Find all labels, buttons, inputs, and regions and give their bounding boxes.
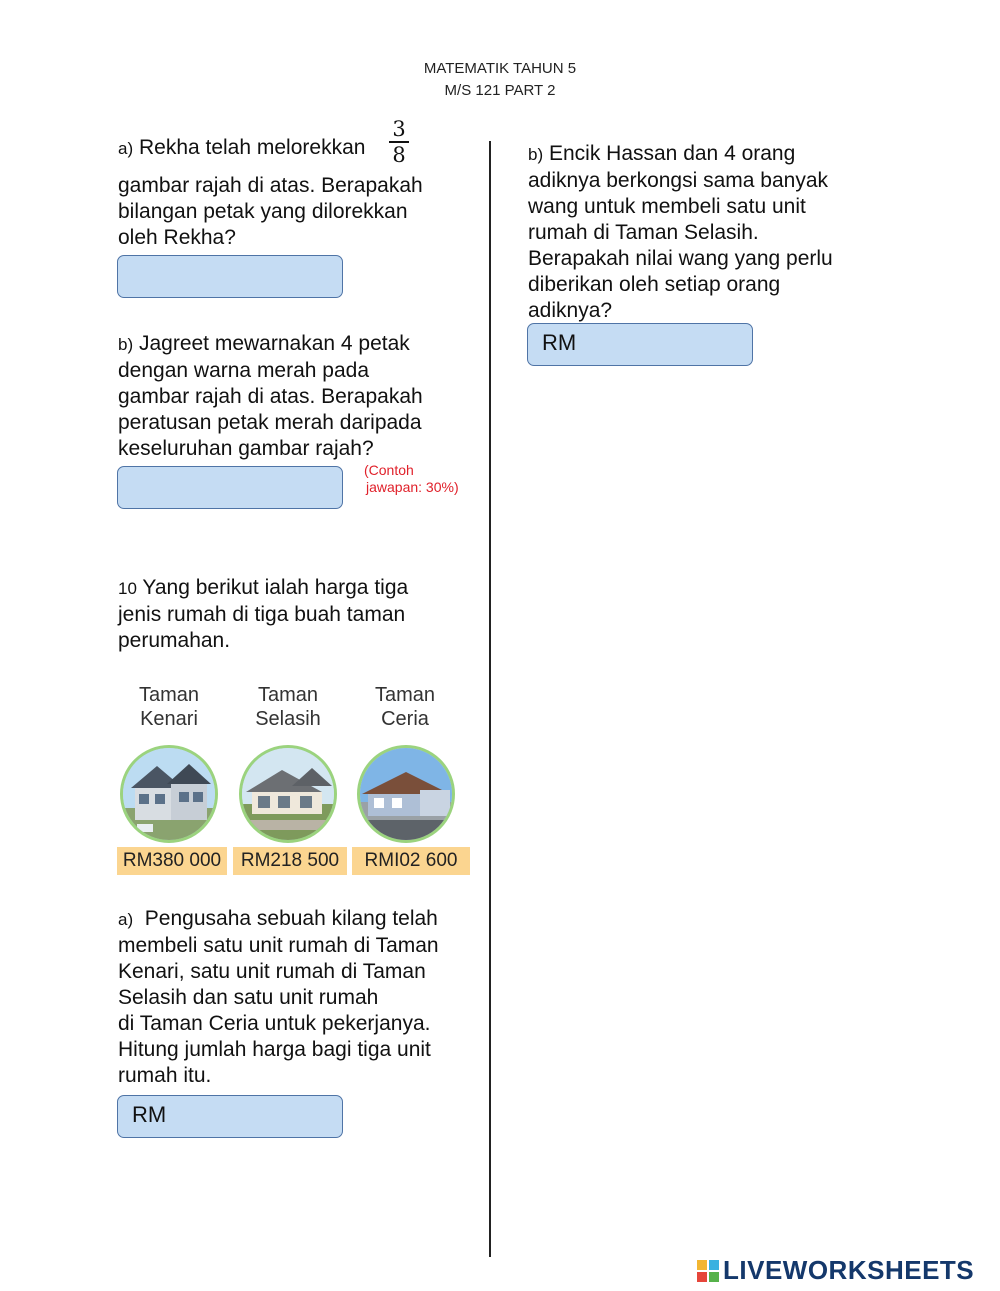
house-name-line: Taman xyxy=(374,684,436,706)
currency-prefix: RM xyxy=(542,330,577,355)
question-text: wang untuk membeli satu unit xyxy=(528,195,806,218)
house-name-selasih xyxy=(233,683,343,731)
question-number: 10 xyxy=(118,579,137,598)
question-text: rumah itu. xyxy=(118,1064,212,1087)
house-icon xyxy=(360,748,452,840)
house-price-kenari: RM380 000 xyxy=(117,847,227,875)
house-image-kenari xyxy=(120,745,218,843)
fraction-numerator: 3 xyxy=(392,117,406,141)
answer-input-9a[interactable] xyxy=(117,255,343,298)
currency-prefix: RM xyxy=(132,1102,167,1127)
house-name-line: Ceria xyxy=(381,708,429,730)
question-text: Pengusaha sebuah kilang telah xyxy=(144,907,438,930)
column-divider xyxy=(489,141,491,1257)
question-text: Kenari, satu unit rumah di Taman xyxy=(118,960,426,983)
house-icon xyxy=(242,748,334,840)
question-text: perumahan. xyxy=(118,629,231,652)
question-text: bilangan petak yang dilorekkan xyxy=(118,200,408,223)
question-text: adiknya? xyxy=(528,299,613,322)
question-label: b) xyxy=(528,145,544,164)
question-text: di Taman Ceria untuk pekerjanya. xyxy=(118,1012,431,1035)
question-text: diberikan oleh setiap orang xyxy=(528,273,781,296)
answer-input-10b[interactable] xyxy=(527,323,753,366)
question-10b xyxy=(528,141,833,324)
house-name-line: Selasih xyxy=(255,708,321,730)
fraction-denominator: 8 xyxy=(392,143,406,167)
question-label: a) xyxy=(118,139,134,158)
question-text: rumah di Taman Selasih. xyxy=(528,221,759,244)
question-text: jenis rumah di tiga buah taman xyxy=(118,603,406,626)
question-9b xyxy=(118,331,423,462)
answer-input-10a[interactable] xyxy=(117,1095,343,1138)
house-name-line: Taman xyxy=(138,684,200,706)
question-text: gambar rajah di atas. Berapakah xyxy=(118,385,423,408)
question-text: peratusan petak merah daripada xyxy=(118,411,422,434)
question-10 xyxy=(118,575,408,654)
question-text: membeli satu unit rumah di Taman xyxy=(118,934,439,957)
worksheet-title: MATEMATIK TAHUN 5 xyxy=(423,60,577,77)
hint-line: (Contoh xyxy=(364,462,414,478)
logo-text: LIVEWORKSHEETS xyxy=(723,1255,975,1285)
question-text: Jagreet mewarnakan 4 petak xyxy=(138,332,410,355)
question-10a xyxy=(118,906,439,1089)
house-image-ceria xyxy=(357,745,455,843)
question-text: gambar rajah di atas. Berapakah xyxy=(118,174,423,197)
question-9a xyxy=(118,135,365,162)
liveworksheets-logo[interactable] xyxy=(697,1255,974,1286)
house-image-selasih xyxy=(239,745,337,843)
question-text: keseluruhan gambar rajah? xyxy=(118,437,374,460)
answer-input-9b[interactable] xyxy=(117,466,343,509)
worksheet-subtitle: M/S 121 PART 2 xyxy=(444,82,556,99)
question-text: Yang berikut ialah harga tiga xyxy=(142,576,409,599)
house-name-kenari xyxy=(114,683,224,731)
question-text: oleh Rekha? xyxy=(118,226,236,249)
question-label: b) xyxy=(118,335,134,354)
house-name-ceria xyxy=(350,683,460,731)
house-name-line: Taman xyxy=(257,684,319,706)
house-icon xyxy=(123,748,215,840)
answer-hint xyxy=(364,462,459,496)
house-price-ceria: RMI02 600 xyxy=(352,847,470,875)
fraction-three-eighths xyxy=(389,118,409,166)
question-text: Encik Hassan dan 4 orang xyxy=(548,142,796,165)
question-text: adiknya berkongsi sama banyak xyxy=(528,169,829,192)
house-name-line: Kenari xyxy=(140,708,198,730)
question-text: Rekha telah melorekkan xyxy=(138,136,366,159)
liveworksheets-logo-icon xyxy=(697,1260,719,1282)
question-label: a) xyxy=(118,910,134,929)
question-text: Berapakah nilai wang yang perlu xyxy=(528,247,833,270)
house-price-selasih: RM218 500 xyxy=(233,847,347,875)
hint-line: jawapan: 30%) xyxy=(366,479,459,495)
question-9a-body xyxy=(118,173,423,251)
question-text: Hitung jumlah harga bagi tiga unit xyxy=(118,1038,431,1061)
question-text: dengan warna merah pada xyxy=(118,359,370,382)
question-text: Selasih dan satu unit rumah xyxy=(118,986,379,1009)
